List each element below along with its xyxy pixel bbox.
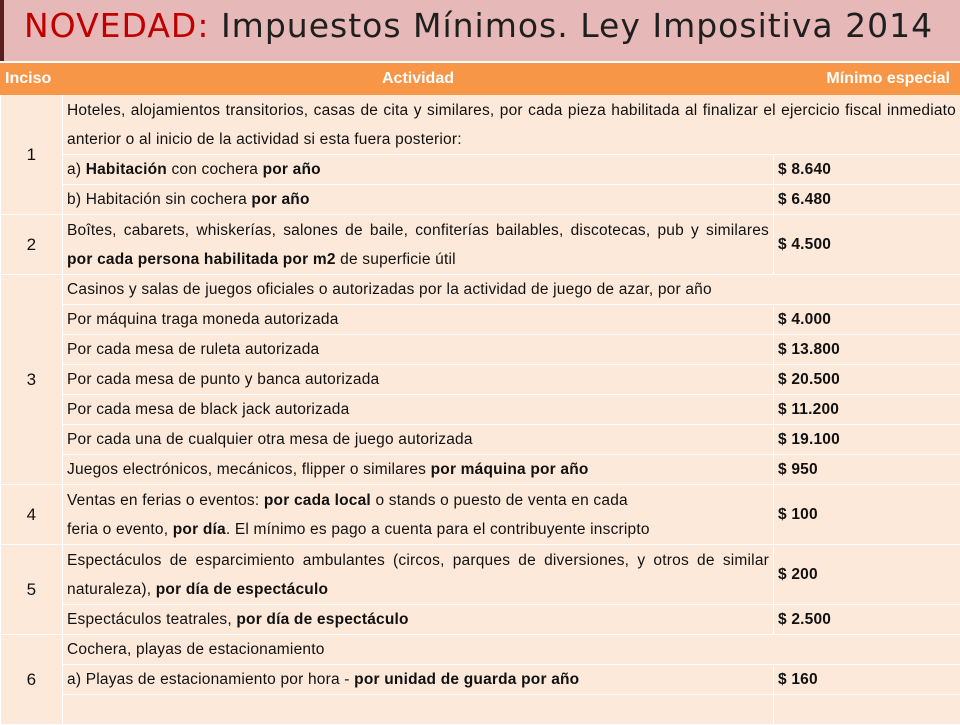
- activity-cell: Espectáculos teatrales, por día de espectáculo: [63, 605, 774, 635]
- activity-cell: a) Playas de estacionamiento por hora - por unidad de guarda por año: [63, 665, 774, 695]
- activity-cell: Por cada mesa de ruleta autorizada: [63, 335, 774, 365]
- inciso-number: 5: [1, 545, 63, 635]
- table-row: [1, 665, 960, 695]
- table-row: [1, 275, 960, 305]
- title-prefix: NOVEDAD:: [24, 6, 209, 45]
- amount-cell: [774, 695, 960, 725]
- amount-cell: $ 19.100: [774, 425, 960, 455]
- activity-cell: Juegos electrónicos, mecánicos, flipper o similares por máquina por año: [63, 455, 774, 485]
- activity-cell: Por cada una de cualquier otra mesa de juego autorizada: [63, 425, 774, 455]
- amount-cell: $ 4.500: [774, 215, 960, 275]
- amount-cell: $ 100: [774, 485, 960, 545]
- amount-cell: $ 8.640: [774, 155, 960, 185]
- amount-cell: $ 6.480: [774, 185, 960, 215]
- activity-cell: b) Habitación sin cochera por año: [63, 185, 774, 215]
- table-row: [1, 395, 960, 425]
- inciso-number: 3: [1, 275, 63, 485]
- table-row: [1, 455, 960, 485]
- inciso-number: 2: [1, 215, 63, 275]
- table-row: [1, 635, 960, 665]
- table-row: [1, 185, 960, 215]
- table-row: [1, 485, 960, 545]
- activity-cell: [63, 695, 774, 725]
- title-bar: [0, 0, 960, 61]
- activity-cell: Por cada mesa de black jack autorizada: [63, 395, 774, 425]
- table-row: [1, 335, 960, 365]
- header-minimo: Mínimo especial: [774, 64, 960, 95]
- table-row: [1, 215, 960, 275]
- amount-cell: $ 160: [774, 665, 960, 695]
- inciso-number: 6: [1, 635, 63, 725]
- activity-cell: Ventas en ferias o eventos: por cada local o stands o puesto de venta en cada feria o evento, por día. El mínimo es pago a cuenta para el contribuyente inscripto: [63, 485, 774, 545]
- header-actividad: Actividad: [63, 64, 774, 95]
- activity-cell: Boîtes, cabarets, whiskerías, salones de baile, confiterías bailables, discotecas, pub y similares por cada persona habilitada por m2 de superficie útil: [63, 215, 774, 275]
- activity-cell: Espectáculos de esparcimiento ambulantes (circos, parques de diversiones, y otros de similar naturaleza), por día de espectáculo: [63, 545, 774, 605]
- amount-cell: $ 2.500: [774, 605, 960, 635]
- table-row: [1, 95, 960, 155]
- inciso-number: 1: [1, 95, 63, 215]
- amount-cell: $ 13.800: [774, 335, 960, 365]
- amount-cell: $ 20.500: [774, 365, 960, 395]
- header-inciso: Inciso: [1, 64, 63, 95]
- table-row: [1, 425, 960, 455]
- table-row: [1, 695, 960, 725]
- amount-cell: $ 11.200: [774, 395, 960, 425]
- inciso-number: 4: [1, 485, 63, 545]
- activity-cell: Por máquina traga moneda autorizada: [63, 305, 774, 335]
- title-main: Impuestos Mínimos. Ley Impositiva 2014: [221, 6, 933, 45]
- minimum-tax-table: [0, 63, 960, 725]
- activity-description: Hoteles, alojamientos transitorios, casas de cita y similares, por cada pieza habilitada al finalizar el ejercicio fiscal inmediato anterior o al inicio de la actividad si esta fuera posterior:: [63, 95, 960, 155]
- table-row: [1, 305, 960, 335]
- amount-cell: $ 4.000: [774, 305, 960, 335]
- table-row: [1, 155, 960, 185]
- activity-cell: Por cada mesa de punto y banca autorizada: [63, 365, 774, 395]
- table-row: [1, 365, 960, 395]
- table-header-row: [1, 64, 960, 95]
- activity-description: Casinos y salas de juegos oficiales o autorizadas por la actividad de juego de azar, por año: [63, 275, 960, 305]
- activity-description: Cochera, playas de estacionamiento: [63, 635, 960, 665]
- table-row: [1, 545, 960, 605]
- amount-cell: $ 200: [774, 545, 960, 605]
- activity-cell: a) Habitación con cochera por año: [63, 155, 774, 185]
- slide-title: [24, 6, 933, 45]
- table-row: [1, 605, 960, 635]
- amount-cell: $ 950: [774, 455, 960, 485]
